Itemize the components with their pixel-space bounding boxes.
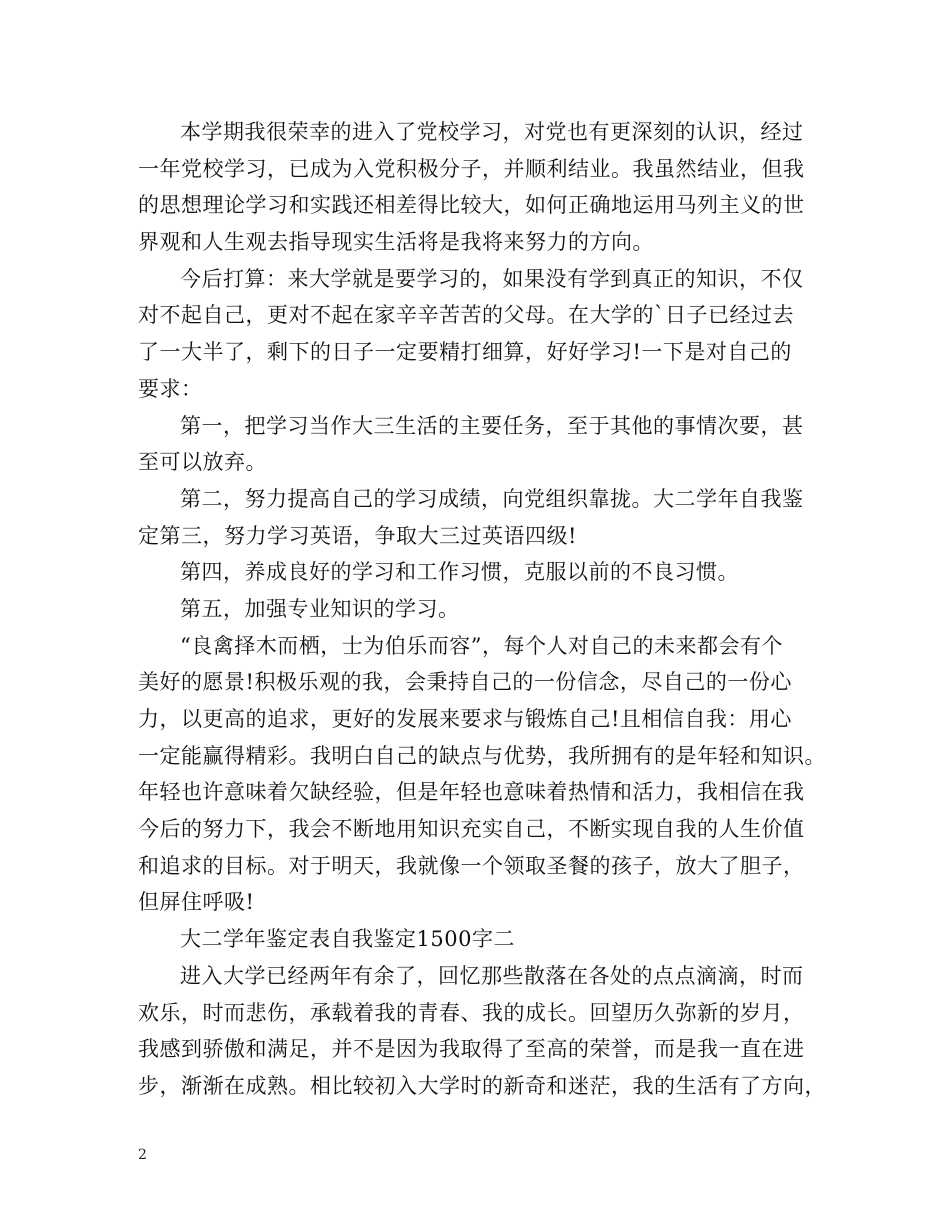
text-line: 欢乐，时而悲伤，承载着我的青春、我的成长。回望历久弥新的岁月， — [138, 1000, 805, 1025]
text-line: 年轻也许意味着欠缺经验，但是年轻也意味着热情和活力，我相信在我 — [138, 780, 805, 805]
text-line: 第四，养成良好的学习和工作习惯，克服以前的不良习惯。 — [180, 560, 739, 585]
text-line: 对不起自己，更对不起在家辛辛苦苦的父母。在大学的`日子已经过去 — [138, 303, 794, 328]
text-line: 我感到骄傲和满足，并不是因为我取得了至高的荣誉，而是我一直在进 — [138, 1037, 805, 1062]
page-number: 2 — [138, 1147, 147, 1163]
text-line: 定第三，努力学习英语，争取大三过英语四级! — [138, 523, 577, 548]
text-line: 步，渐渐在成熟。相比较初入大学时的新奇和迷茫，我的生活有了方向， — [138, 1073, 826, 1098]
document-body — [138, 114, 828, 1105]
text-line: 和追求的目标。对于明天，我就像一个领取圣餐的孩子，放大了胆子， — [138, 853, 805, 878]
text-line: 今后的努力下，我会不断地用知识充实自己，不断实现自我的人生价值 — [138, 817, 805, 842]
text-line: 一定能赢得精彩。我明白自己的缺点与优势，我所拥有的是年轻和知识。 — [138, 743, 826, 768]
text-line: 界观和人生观去指导现实生活将是我将来努力的方向。 — [138, 230, 654, 255]
text-line: 要求： — [138, 376, 203, 401]
text-line: 本学期我很荣幸的进入了党校学习，对党也有更深刻的认识，经过 — [180, 120, 804, 144]
text-line: 一年党校学习，已成为入党积极分子，并顺利结业。我虽然结业，但我 — [138, 156, 805, 181]
text-line: 至可以放弃。 — [138, 450, 267, 475]
text-line: 第一，把学习当作大三生活的主要任务，至于其他的事情次要，甚 — [180, 413, 804, 438]
text-line: 的思想理论学习和实践还相差得比较大，如何正确地运用马列主义的世 — [138, 193, 805, 218]
text-line: 了一大半了，剩下的日子一定要精打细算，好好学习!一下是对自己的 — [138, 340, 792, 365]
text-line: 力，以更高的追求，更好的发展来要求与锻炼自己!且相信自我：用心 — [138, 707, 792, 731]
section-heading: 大二学年鉴定表自我鉴定1500字二 — [180, 927, 515, 952]
text-line: 美好的愿景!积极乐观的我，会秉持自己的一份信念，尽自己的一份心 — [138, 670, 792, 695]
text-line: 但屏住呼吸! — [138, 890, 255, 915]
text-line: 今后打算：来大学就是要学习的，如果没有学到真正的知识，不仅 — [180, 266, 804, 291]
text-line: 第二，努力提高自己的学习成绩，向党组织靠拢。大二学年自我鉴 — [180, 486, 804, 511]
text-line: “良禽择木而栖，士为伯乐而容”，每个人对自己的未来都会有个 — [180, 633, 783, 658]
text-line: 第五，加强专业知识的学习。 — [180, 596, 460, 621]
text-line: 进入大学已经两年有余了，回忆那些散落在各处的点点滴滴，时而 — [180, 963, 804, 988]
